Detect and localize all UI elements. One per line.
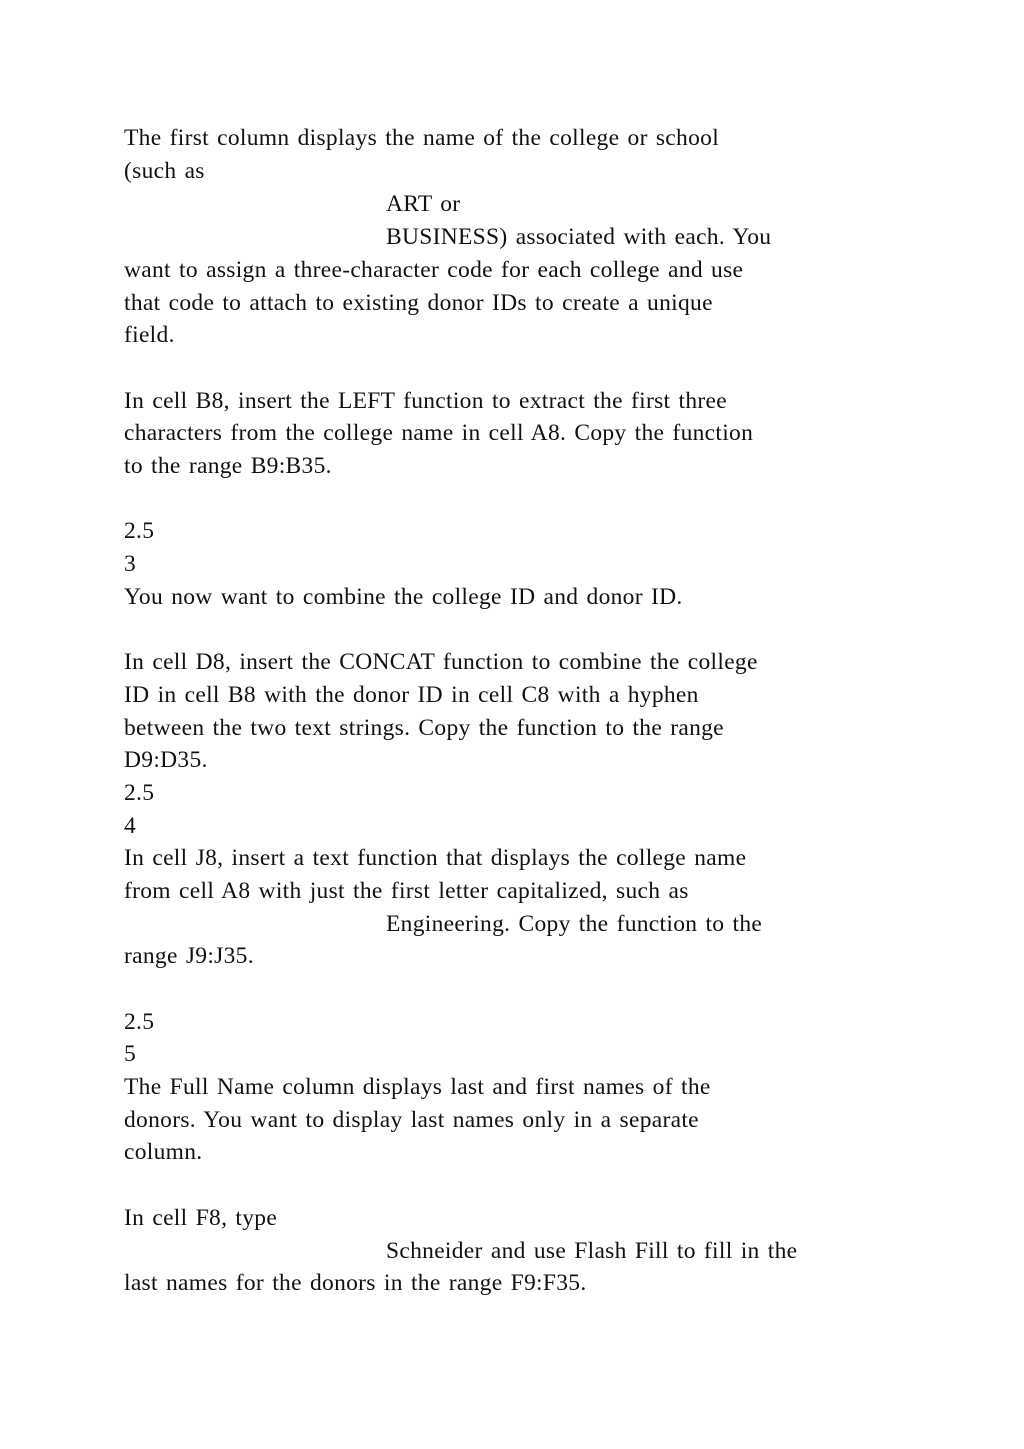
text-line: characters from the college name in cell A8. Copy the function (124, 420, 754, 446)
text-line: field. (124, 322, 175, 348)
text-line: to the range B9:B35. (124, 453, 332, 479)
text-line: from cell A8 with just the first letter capitalized, such as (124, 878, 689, 904)
step-number: 5 (124, 1041, 137, 1067)
text-line: In cell D8, insert the CONCAT function to combine the college (124, 649, 758, 675)
text-line: that code to attach to existing donor IDs to create a unique (124, 290, 713, 316)
text-line: BUSINESS) associated with each. You (386, 224, 772, 250)
text-line: The Full Name column displays last and first names of the (124, 1074, 711, 1100)
step-number: 4 (124, 813, 137, 839)
points-value: 2.5 (124, 780, 155, 806)
text-line: Schneider and use Flash Fill to fill in the (386, 1238, 798, 1264)
points-value: 2.5 (124, 518, 155, 544)
text-line: Engineering. Copy the function to the (386, 911, 763, 937)
points-value: 2.5 (124, 1009, 155, 1035)
text-line: You now want to combine the college ID and donor ID. (124, 584, 683, 610)
step-number: 3 (124, 551, 137, 577)
text-line: last names for the donors in the range F9:F35. (124, 1270, 587, 1296)
text-line: range J9:J35. (124, 943, 254, 969)
text-line: The first column displays the name of the college or school (124, 125, 720, 151)
text-line: ID in cell B8 with the donor ID in cell C8 with a hyphen (124, 682, 699, 708)
text-line: donors. You want to display last names only in a separate (124, 1107, 699, 1133)
text-line: want to assign a three-character code for each college and use (124, 257, 744, 283)
text-line: between the two text strings. Copy the function to the range (124, 715, 724, 741)
text-line: In cell F8, type (124, 1205, 278, 1231)
text-line: ART or (386, 191, 461, 217)
text-line: In cell J8, insert a text function that displays the college name (124, 845, 747, 871)
text-line: In cell B8, insert the LEFT function to extract the first three (124, 388, 727, 414)
text-line: column. (124, 1139, 203, 1165)
text-line: (such as (124, 158, 205, 184)
text-line: D9:D35. (124, 747, 208, 773)
